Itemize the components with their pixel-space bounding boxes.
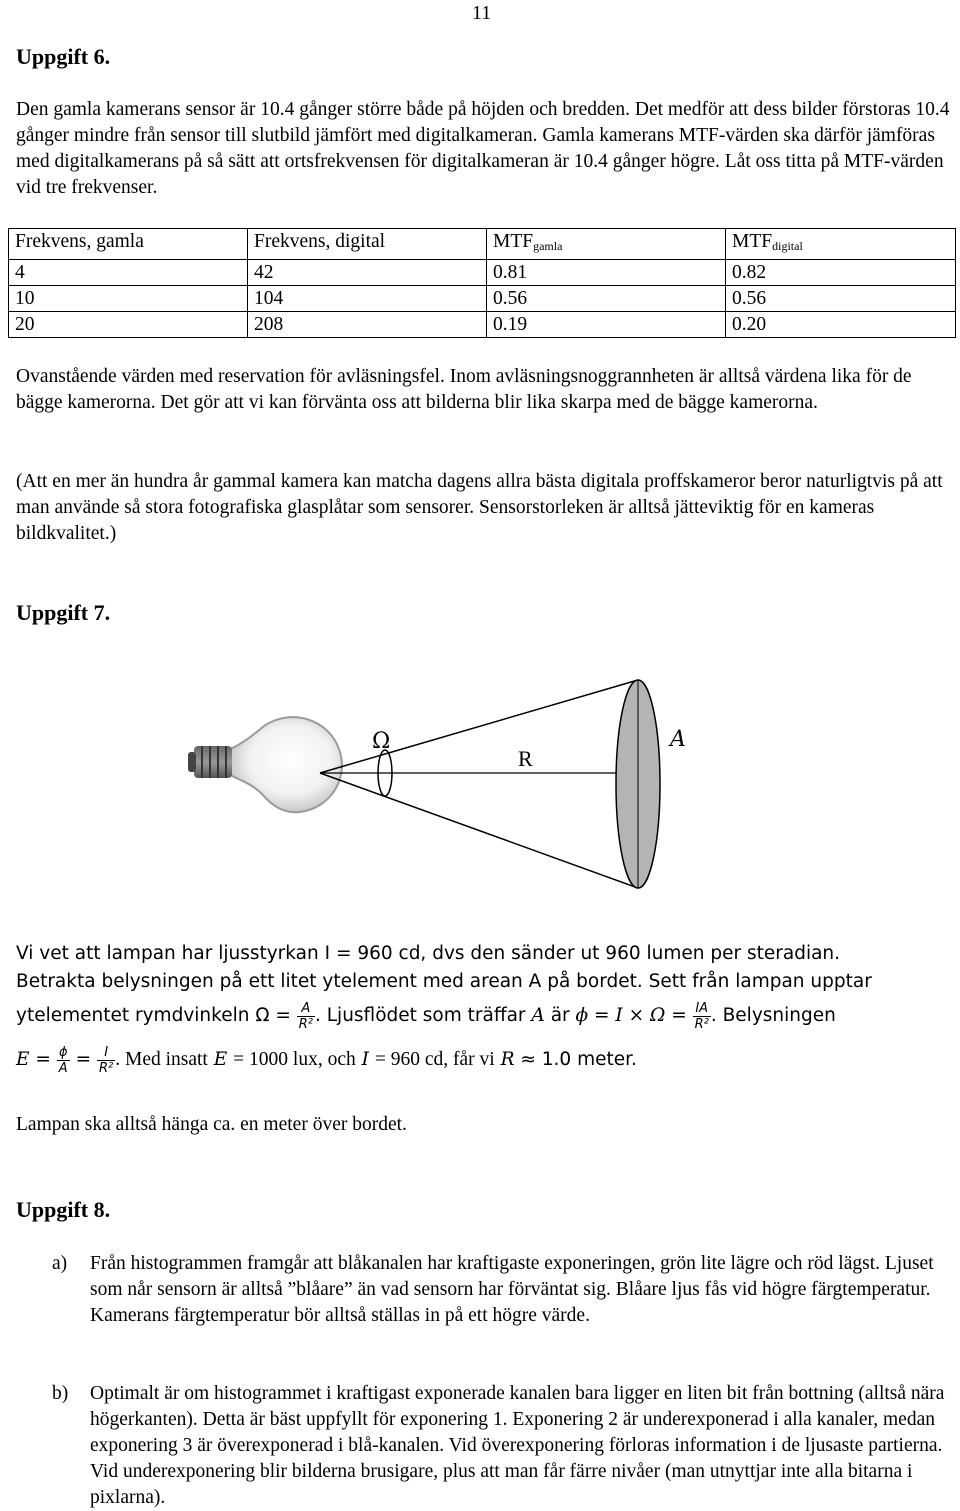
task6-intro: Den gamla kamerans sensor är 10.4 gånger större både på höjden och bredden. Det medför att dess bilder förstoras 10.4 gånger mindre från sensor till slutbild jämfört med digitalkameran. Gamla kamerans MTF-värden ska därför jämföras med digitalkamerans på så sätt att ortsfrekvensen för digitalkameran är 10.4 gånger högre. Låt oss titta på MTF-värden vid tre frekvenser. bbox=[16, 99, 950, 198]
list-item-label: a) bbox=[52, 1253, 68, 1274]
fraction-a-over-r2: $\frac{A}{\text{R²}}$ bbox=[298, 1000, 313, 1032]
task7-line2: Betrakta belysningen på ett litet ytelement med arean A på bordet. Sett från lampan upptar bbox=[16, 971, 872, 992]
task7-heading: Uppgift 7. bbox=[16, 600, 111, 625]
table-cell: 0.56 bbox=[726, 286, 956, 312]
table-cell: 104 bbox=[248, 286, 487, 312]
label-r: R bbox=[518, 746, 533, 771]
list-item-text: Från histogrammen framgår att blåkanalen har kraftigaste exponeringen, grön lite lägre och röd lägst. Ljuset som når sensorn är alltså ”blåare” än vad sensorn har förväntat sig. Blåare ljus fås vid högre färgtemperatur. Kamerans färgtemperatur bör alltså ställas in på ett högre värde. bbox=[90, 1253, 934, 1326]
list-item bbox=[52, 1251, 952, 1361]
table-cell: 4 bbox=[9, 260, 248, 286]
table-cell: 20 bbox=[9, 312, 248, 338]
fraction-ia-over-r2: $\frac{IA}{\text{R²}}$ bbox=[694, 1000, 709, 1032]
table-cell: 0.56 bbox=[487, 286, 726, 312]
task7-line4: E = $\frac{\phi}{A}$ = $\frac{I}{\text{R²}}$ . Med insatt E = 1000 lux, och I = 960 cd, får vi R ≈ 1.0 meter. bbox=[16, 1044, 637, 1076]
col-header-mtf-digital: $MTF_{digital}$ bbox=[726, 229, 956, 260]
lamp-cone-figure bbox=[180, 672, 700, 912]
table-cell: 0.19 bbox=[487, 312, 726, 338]
col-header-mtf-old: $MTF_{gamla}$ bbox=[487, 229, 726, 260]
table-cell: 0.20 bbox=[726, 312, 956, 338]
fraction-phi-over-a: $\frac{\phi}{A}$ bbox=[58, 1044, 68, 1076]
table-cell: 42 bbox=[248, 260, 487, 286]
table-row bbox=[9, 286, 956, 312]
task7-line1: Vi vet att lampan har ljusstyrkan I = 960 cd, dvs den sänder ut 960 lumen per steradian. bbox=[16, 943, 841, 964]
table-row bbox=[9, 312, 956, 338]
table-cell: 0.81 bbox=[487, 260, 726, 286]
page-number: 11 bbox=[472, 2, 492, 24]
fraction-i-over-r2: $\frac{I}{\text{R²}}$ bbox=[98, 1044, 114, 1076]
list-item-text: Optimalt är om histogrammet i kraftigast exponerade kanalen bara ligger en liten bit från bottning (alltså nära högerkanten). Detta är bäst uppfyllt för exponering 1. Exponering 2 är underexponerad i alla kanaler, medan exponering 3 är överexponerad i blå-kanalen. Vid överexponering förloras information i de ljusaste partierna. Vid underexponering blir bilderna brusigare, plus att man får färre nivåer (man utnyttjar inte alla bitarna i pixlarna). bbox=[90, 1383, 945, 1508]
mtf-table bbox=[8, 228, 956, 338]
task6-aside: (Att en mer än hundra år gammal kamera kan matcha dagens allra bästa digitala proffskameror beror naturligtvis på att man använde så stora fotografiska glasplåtar som sensorer. Sensorstorleken är alltså jätteviktig för en kameras bildkvalitet.) bbox=[16, 471, 943, 544]
task6-note: Ovanstående värden med reservation för avläsningsfel. Inom avläsningsnoggrannheten är alltså värdena lika för de bägge kamerorna. Det gör att vi kan förvänta oss att bilderna blir lika skarpa med de bägge kamerorna. bbox=[16, 366, 912, 413]
col-header-freq-old: Frekvens, gamla bbox=[9, 229, 248, 260]
label-omega: Ω bbox=[372, 729, 391, 754]
table-cell: 10 bbox=[9, 286, 248, 312]
table-cell: 0.82 bbox=[726, 260, 956, 286]
table-header-row bbox=[9, 229, 956, 260]
light-bulb-icon bbox=[188, 717, 342, 812]
label-a: A bbox=[670, 727, 686, 752]
list-item bbox=[52, 1381, 952, 1511]
cone-top-edge bbox=[320, 680, 638, 773]
table-row bbox=[9, 260, 956, 286]
task8-heading: Uppgift 8. bbox=[16, 1197, 111, 1222]
col-header-freq-digital: Frekvens, digital bbox=[248, 229, 487, 260]
cone-bottom-edge bbox=[320, 773, 638, 888]
task7-conclusion: Lampan ska alltså hänga ca. en meter över bordet. bbox=[16, 1114, 407, 1135]
task6-heading: Uppgift 6. bbox=[16, 44, 111, 69]
table-cell: 208 bbox=[248, 312, 487, 338]
task7-line3: ytelementet rymdvinkeln Ω = $\frac{A}{\text{R²}}$ . Ljusflödet som träffar A är ϕ = I × Ω = $\frac{IA}{\text{R²}}$ . Belysningen bbox=[16, 1000, 836, 1032]
list-item-label: b) bbox=[52, 1383, 69, 1404]
